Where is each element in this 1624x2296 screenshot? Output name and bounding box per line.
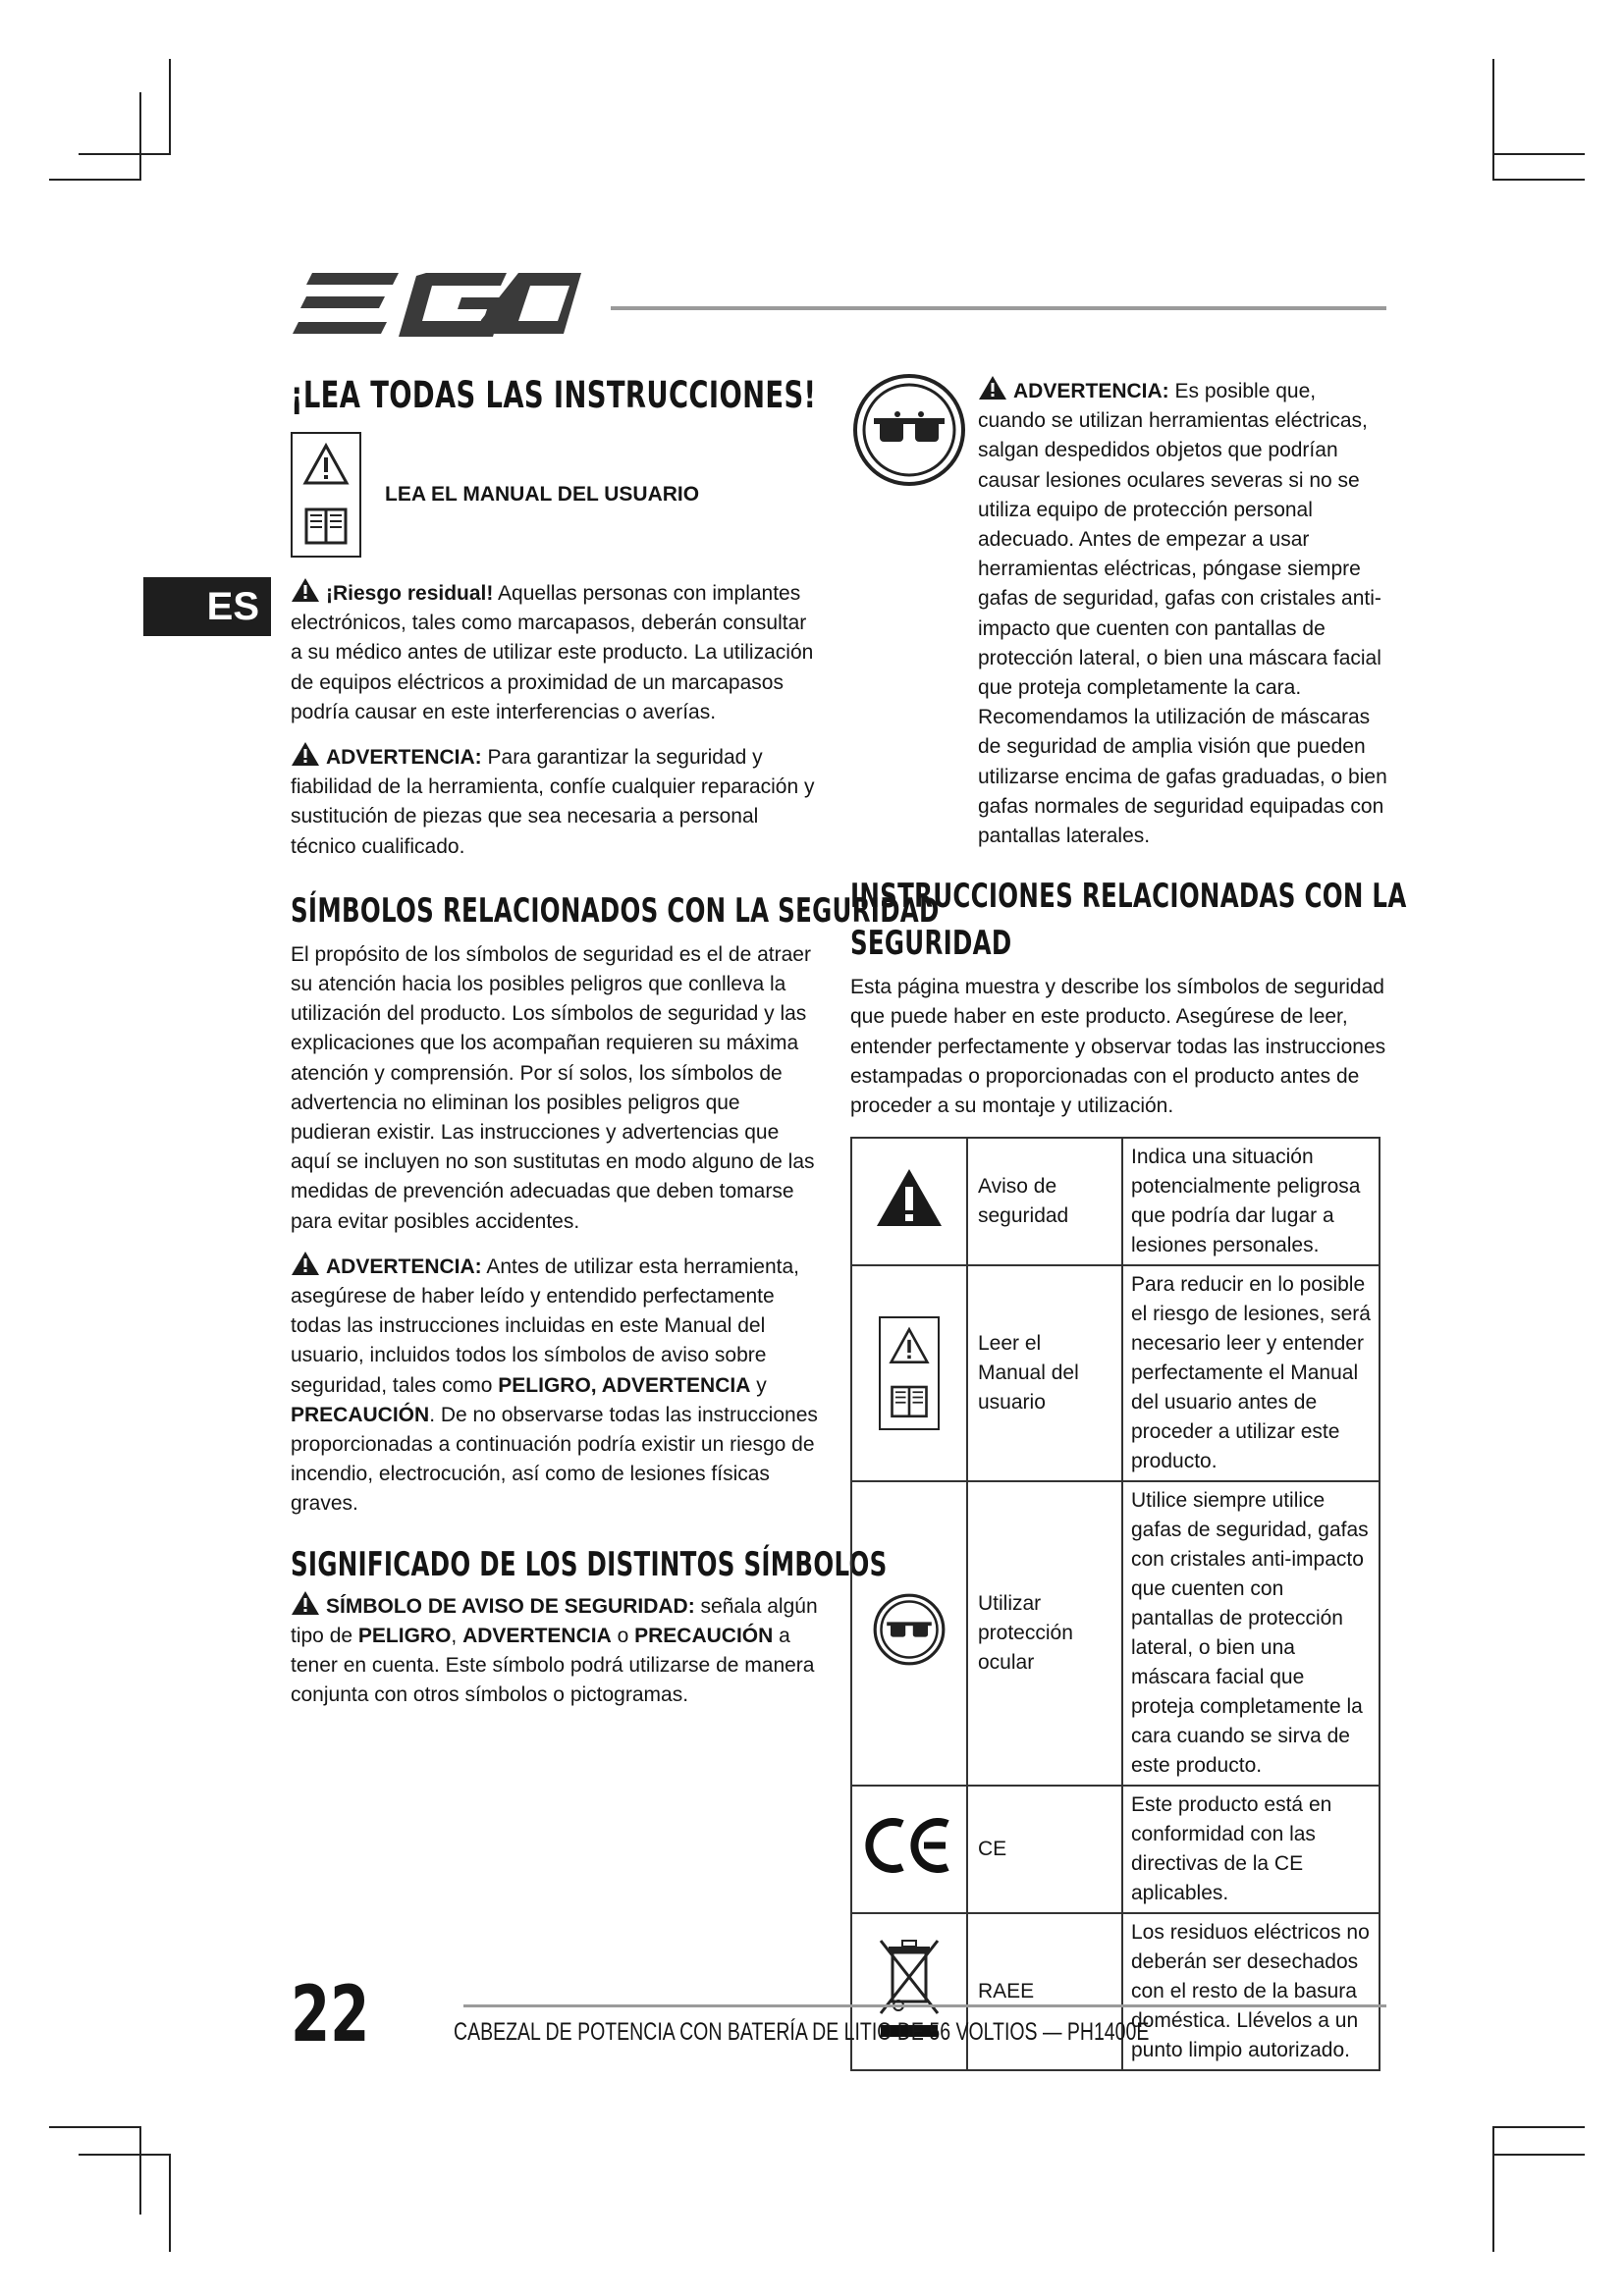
crop-mark [79, 153, 171, 155]
crop-mark [1492, 2126, 1585, 2128]
warning-read-paragraph [291, 1251, 821, 1520]
eye-warning-paragraph [978, 371, 1388, 851]
book-icon [889, 1381, 930, 1420]
warning-triangle-icon [291, 741, 320, 767]
header-rule [611, 306, 1386, 310]
warning-read-body: . De no observarse todas las instrucciones proporcionadas a continuación podría existir un riesgo de incendio, electrocución, así como de lesiones físicas graves. [291, 1403, 818, 1516]
crop-mark [1492, 92, 1494, 181]
warning-outline-icon [889, 1326, 930, 1365]
crop-mark [139, 92, 141, 181]
alert-symbol-bold: PELIGRO [357, 1624, 452, 1647]
alert-symbol-body: a tener en cuenta. Este símbolo podrá utilizarse de manera conjunta con otros símbolos o pictogramas. [291, 1624, 815, 1707]
table-row [851, 1481, 1380, 1786]
safety-symbols-table [850, 1137, 1380, 2071]
residual-risk-body: Aquellas personas con implantes electrónicos, tales como marcapasos, deberán consultar a su médico antes de utilizar este producto. La utilización de equipos eléctricos a proximidad de un marcapasos podría causar en este interferencias o averías. [291, 582, 814, 723]
symbol-name: Aviso de seguridad [967, 1138, 1122, 1265]
crop-mark [1492, 2154, 1585, 2156]
crop-mark [169, 59, 171, 155]
residual-risk-paragraph [291, 577, 821, 727]
alert-symbol-sep: o [611, 1624, 635, 1647]
read-manual-icon [879, 1316, 940, 1430]
ce-mark-icon [865, 1816, 953, 1875]
crop-mark [139, 2126, 141, 2215]
warning-repair-body: Para garantizar la seguridad y fiabilidad de la herramienta, confíe cualquier reparación y sustitución de piezas que sea necesaria a personal técnico cualificado. [291, 746, 815, 858]
symbol-description: Utilice siempre utilice gafas de seguridad, gafas con cristales anti-impacto que cuenten con pantallas de protección lateral, o bien una máscara facial que proteja completamente la cara cuando se sirva de este producto. [1122, 1481, 1380, 1786]
symbol-name: Utilizar protección ocular [967, 1481, 1122, 1786]
eye-warning-body: Es posible que, cuando se utilizan herramientas eléctricas, salgan despedidos objetos que podrían causar lesiones oculares severas si no se utiliza equipo de protección personal adecuado. Antes de empezar a usar herramientas eléctricas, póngase siempre gafas de seguridad, gafas con cristales anti-impacto que cuenten con pantallas de protección lateral, o bien una máscara facial que proteja completamente la cara. Recomendamos la utilización de máscaras de seguridad de amplia visión que pueden utilizarse encima de gafas graduadas, o bien gafas normales de seguridad equipadas con pantallas laterales. [978, 380, 1387, 848]
warning-triangle-icon [291, 577, 320, 603]
symbol-cell [851, 1265, 967, 1481]
page-number: 22 [291, 1971, 370, 2059]
footer-product-line: CABEZAL DE POTENCIA CON BATERÍA DE LITIO DE 56 VOLTIOS — PH1400E [454, 2018, 1150, 2046]
warning-repair-paragraph [291, 741, 821, 862]
symbol-name: RAEE [967, 1913, 1122, 2070]
instructions-heading-cont: SEGURIDAD [850, 924, 1012, 964]
crop-mark [1492, 153, 1585, 155]
page-title: ¡LEA TODAS LAS INSTRUCCIONES! [291, 374, 817, 416]
crop-mark [49, 179, 141, 181]
meaning-heading: SIGNIFICADO DE LOS DISTINTOS SÍMBOLOS [291, 1544, 888, 1584]
warning-triangle-icon [291, 1590, 320, 1616]
instructions-heading: INSTRUCCIONES RELACIONADAS CON LA [850, 877, 1407, 917]
crop-mark [49, 2126, 141, 2128]
crop-mark [1492, 179, 1585, 181]
table-row [851, 1265, 1380, 1481]
warning-read-bold: PELIGRO, ADVERTENCIA [498, 1373, 751, 1397]
instructions-paragraph: Esta página muestra y describe los símbolos de seguridad que puede haber en este producto. Asegúrese de leer, entender perfectamente y observar todas las instrucciones estampadas o proporcionadas con el producto antes de proceder a su montaje y utilización. [850, 976, 1386, 1118]
crop-mark [1492, 2156, 1494, 2252]
alert-symbol-bold: PRECAUCIÓN [634, 1624, 774, 1647]
book-icon [302, 504, 350, 547]
footer-rule [463, 2004, 1386, 2007]
symbol-cell [851, 1138, 967, 1265]
ego-logo [291, 267, 585, 340]
warning-triangle-icon [291, 1251, 320, 1276]
symbols-heading: SÍMBOLOS RELACIONADOS CON LA SEGURIDAD [291, 890, 940, 931]
symbol-description: Indica una situación potencialmente peligrosa que podría dar lugar a lesiones personales. [1122, 1138, 1380, 1265]
alert-symbol-sep: , [451, 1624, 463, 1647]
symbol-cell [851, 1913, 967, 2070]
alert-symbol-lead: SÍMBOLO DE AVISO DE SEGURIDAD: [326, 1594, 695, 1618]
crop-mark [169, 2156, 171, 2252]
alert-symbol-bold: ADVERTENCIA [462, 1624, 612, 1647]
eye-protection-icon [872, 1592, 947, 1667]
symbol-name: CE [967, 1786, 1122, 1913]
warning-triangle-icon [875, 1167, 944, 1228]
alert-symbol-body: señala algún tipo de [291, 1594, 818, 1647]
left-column [291, 371, 940, 1711]
crop-mark [79, 2154, 171, 2156]
symbol-cell [851, 1481, 967, 1786]
symbol-name: Leer el Manual del usuario [967, 1265, 1122, 1481]
symbols-paragraph: El propósito de los símbolos de seguridad es el de atraer su atención hacia los posibles peligros que conlleva la utilización del producto. Los símbolos de seguridad y las explicaciones que los acompañan requieren su máxima atención y comprensión. Por sí solos, los símbolos de advertencia no eliminan los posibles peligros que pudieran existir. Las instrucciones y advertencias que aquí se incluyen no son sustitutas en modo alguno de las medidas de prevención adecuadas que deben tomarse para evitar posibles accidentes. [291, 942, 815, 1233]
warning-triangle-icon [978, 375, 1007, 400]
warning-read-bold: PRECAUCIÓN [291, 1403, 430, 1426]
warning-read-body: Antes de utilizar esta herramienta, asegúrese de haber leído y entendido perfectamente todas las instrucciones incluidas en este Manual del usuario, incluidos todos los símbolos de aviso sobre seguridad, tales como [291, 1255, 800, 1397]
warning-read-lead: ADVERTENCIA: [326, 1255, 482, 1278]
symbol-cell [851, 1786, 967, 1913]
right-column [850, 371, 1407, 2071]
read-manual-label: LEA EL MANUAL DEL USUARIO [385, 483, 700, 506]
eye-warning-lead: ADVERTENCIA: [1013, 380, 1169, 402]
table-row [851, 1138, 1380, 1265]
symbol-description: Este producto está en conformidad con las directivas de la CE aplicables. [1122, 1786, 1380, 1913]
alert-symbol-paragraph [291, 1590, 821, 1711]
symbol-description: Para reducir en lo posible el riesgo de lesiones, será necesario leer y entender perfectamente el Manual del usuario antes de proceder a utilizar este producto. [1122, 1265, 1380, 1481]
table-row [851, 1913, 1380, 2070]
warning-read-conj: y [750, 1373, 767, 1397]
residual-risk-lead: ¡Riesgo residual! [326, 582, 494, 605]
warning-repair-lead: ADVERTENCIA: [326, 746, 482, 770]
read-manual-icon [291, 432, 361, 558]
read-manual-block [291, 432, 821, 558]
warning-outline-icon [302, 443, 350, 486]
symbol-description: Los residuos eléctricos no deberán ser desechados con el resto de la basura doméstica. Llévelos a un punto limpio autorizado. [1122, 1913, 1380, 2070]
table-row [851, 1786, 1380, 1913]
language-tab: ES [143, 577, 271, 636]
eye-protection-icon [850, 371, 968, 489]
